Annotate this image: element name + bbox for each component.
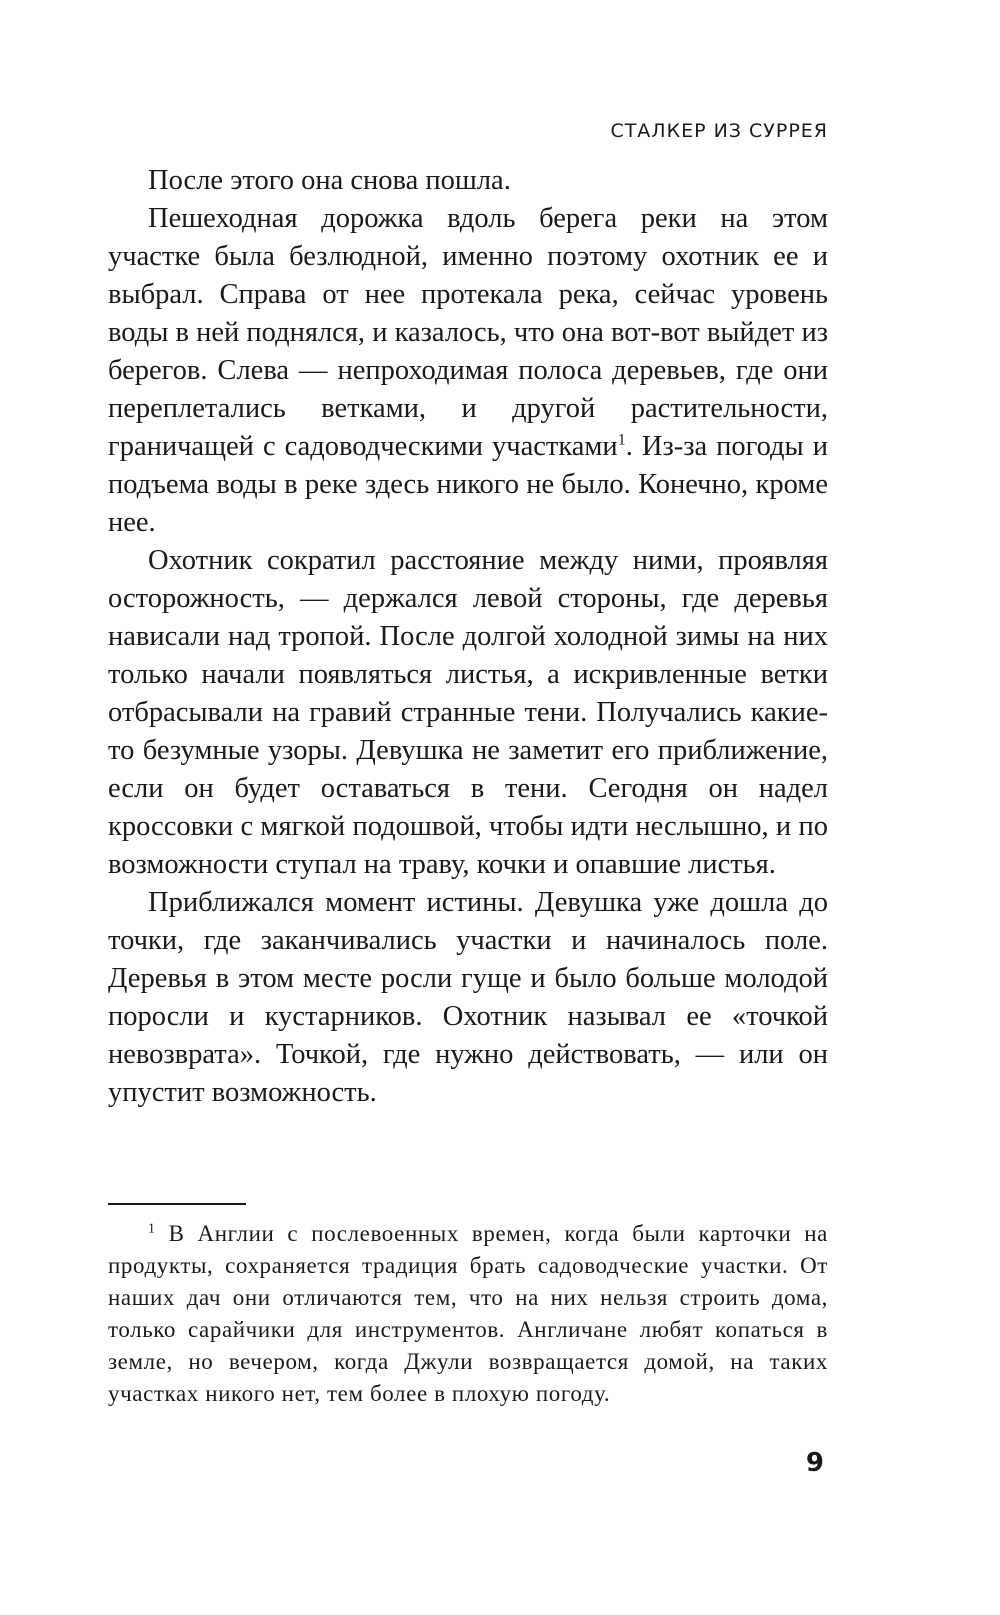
paragraph-text-continued: . Из-за погоды и подъема воды в реке здесь никого не было. Конечно, кроме нее. xyxy=(108,431,828,538)
footnote-marker: 1 xyxy=(148,1221,156,1237)
paragraph: Приближался момент истины. Девушка уже дошла до точки, где заканчивались участки и начиналось поле. Деревья в этом месте росли гуще и было больше молодой поросли и кустарников. Охотник называл ее «точкой невозврата». Точкой, где нужно действовать, — или он упустит возможность. xyxy=(108,887,828,1108)
body-text xyxy=(108,162,828,1112)
running-head: СТАЛКЕР ИЗ СУРРЕЯ xyxy=(610,120,828,142)
footnote-paragraph xyxy=(108,1218,828,1410)
paragraph-text: Пешеходная дорожка вдоль берега реки на этом участке была безлюдной, именно поэтому охотник ее и выбрал. Справа от нее протекала река, сейчас уровень воды в ней поднялся, и казалось, что она вот-вот выйдет из берегов. Слева — непроходимая полоса деревьев, где они переплетались ветками, и другой растительности, граничащей с садоводческими участками xyxy=(108,203,828,462)
footnote xyxy=(108,1218,828,1410)
paragraph: После этого она снова пошла. xyxy=(148,165,511,196)
paragraph: Охотник сократил расстояние между ними, проявляя осторожность, — держался левой стороны, где деревья нависали над тропой. После долгой холодной зимы на них только начали появляться листья, а искривленные ветки отбрасывали на гравий странные тени. Получались какие-то безумные узоры. Девушка не заметит его приближение, если он будет оставаться в тени. Сегодня он надел кроссовки с мягкой подошвой, чтобы идти неслышно, и по возможности ступал на траву, кочки и опавшие листья. xyxy=(108,545,828,880)
footnote-divider xyxy=(108,1203,246,1205)
footnote-reference[interactable]: 1 xyxy=(617,431,626,449)
footnote-text: В Англии с послевоенных времен, когда были карточки на продукты, сохраняется традиция брать садоводческие участки. От наших дач они отличаются тем, что на них нельзя строить дома, только сарайчики для инструментов. Англичане любят копаться в земле, но вечером, когда Джули возвращается домой, на таких участках никого нет, тем более в плохую погоду. xyxy=(108,1221,828,1406)
page-number: 9 xyxy=(805,1448,824,1478)
paragraph xyxy=(108,200,828,542)
